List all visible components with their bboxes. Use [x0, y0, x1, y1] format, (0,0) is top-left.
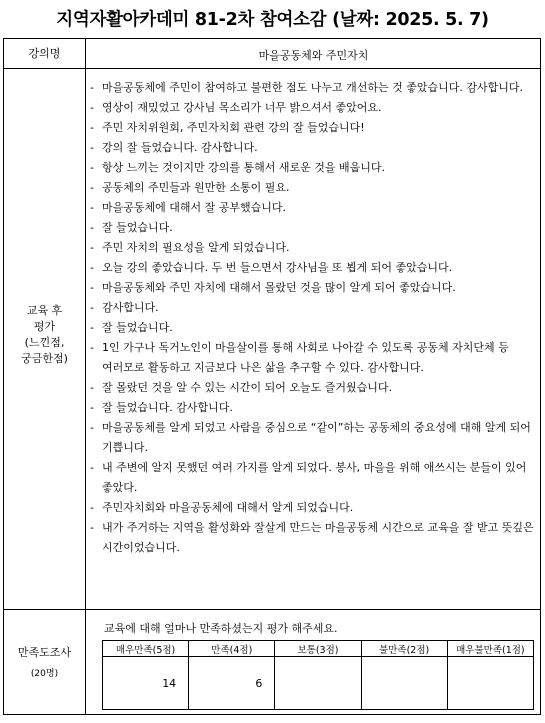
evaluation-label-line: 교육 후: [26, 304, 63, 317]
comment-item: - 공동체의 주민들과 원만한 소통이 필요.: [90, 178, 536, 198]
satisfaction-label: 만족도조사: [17, 646, 72, 659]
comment-item: - 마을공동체에 대해서 잘 공부했습니다.: [90, 198, 536, 218]
satisfaction-column-header: 매우만족(5점): [103, 641, 189, 657]
comment-item: - 마을공동체에 주민이 참여하고 불편한 점도 나누고 개선하는 것 좋았습니다. 감사합니다.: [90, 78, 536, 98]
comment-item: - 내 주변에 알지 못했던 여러 가지를 알게 되었다. 봉사, 마을을 위해 애쓰시는 분들이 있어 좋았다.: [90, 458, 536, 498]
comment-item: - 오늘 강의 좋았습니다. 두 번 들으면서 강사님을 또 뵙게 되어 좋았습니다.: [90, 258, 536, 278]
evaluation-label-line: 평가: [33, 320, 56, 333]
satisfaction-count-cell: 6: [189, 657, 275, 710]
lecture-name: 마을공동체와 주민자치: [258, 49, 369, 62]
comment-item: - 주민 자치위원회, 주민자치회 관련 강의 잘 들었습니다!: [90, 118, 536, 138]
satisfaction-column-header: 만족(4점): [189, 641, 275, 657]
comment-item: - 1인 가구나 독거노인이 마을살이를 통해 사회로 나아갈 수 있도록 공동체 자치단체 등 여러모로 활동하고 지금보다 나은 삶을 추구할 수 있다. 감사합니다.: [90, 338, 536, 378]
satisfaction-table: [102, 640, 534, 710]
comment-item: - 잘 몰랐던 것을 알 수 있는 시간이 되어 오늘도 즐거웠습니다.: [90, 378, 536, 398]
comment-list: [90, 78, 536, 558]
comment-item: - 마을공동체를 알게 되었고 사람을 중심으로 “같이”하는 공동체의 중요성에 대해 알게 되어 기쁩니다.: [90, 418, 536, 458]
comment-item: - 잘 들었습니다.: [90, 318, 536, 338]
lecture-label: 강의명: [28, 47, 61, 60]
comment-item: - 항상 느끼는 것이지만 강의를 통해서 새로운 것을 배웁니다.: [90, 158, 536, 178]
satisfaction-column-header: 보통(3점): [275, 641, 361, 657]
evaluation-label-line: 궁금한점): [21, 352, 68, 365]
column-divider: [85, 39, 86, 714]
satisfaction-count-cell: 14: [103, 657, 189, 710]
comment-item: - 감사합니다.: [90, 298, 536, 318]
comment-item: - 잘 들었습니다.: [90, 218, 536, 238]
comment-item: - 마을공동체와 주민 자치에 대해서 몰랐던 것을 많이 알게 되어 좋았습니다.: [90, 278, 536, 298]
satisfaction-question: 교육에 대해 얼마나 만족하셨는지 평가 해주세요.: [104, 622, 338, 635]
evaluation-label-line: (느낀점,: [24, 336, 65, 349]
comment-item: - 영상이 재밌었고 강사님 목소리가 너무 밝으셔서 좋았어요.: [90, 98, 536, 118]
comment-item: - 주민자치회와 마을공동체에 대해서 알게 되었습니다.: [90, 498, 536, 518]
satisfaction-column-header: 불만족(2점): [361, 641, 447, 657]
satisfaction-column-header: 매우불만족(1점): [447, 641, 533, 657]
comment-item: - 주민 자치의 필요성을 알게 되었습니다.: [90, 238, 536, 258]
satisfaction-count-cell: [361, 657, 447, 710]
comment-item: - 잘 들었습니다. 감사합니다.: [90, 398, 536, 418]
respondent-count: (20명): [30, 669, 59, 679]
satisfaction-header-row: [103, 641, 534, 657]
satisfaction-count-cell: [447, 657, 533, 710]
satisfaction-value-row: [103, 657, 534, 710]
satisfaction-count-cell: [275, 657, 361, 710]
survey-form-table: [3, 38, 541, 715]
page-title: 지역자활아카데미 81-2차 참여소감 (날짜: 2025. 5. 7): [56, 10, 489, 30]
comment-item: - 강의 잘 들었습니다. 감사합니다.: [90, 138, 536, 158]
evaluation-label: [4, 303, 85, 367]
comment-item: - 내가 주거하는 지역을 활성화와 잘살게 만드는 마을공동체 시간으로 교육을 잘 받고 뜻깊은 시간이었습니다.: [90, 518, 536, 558]
